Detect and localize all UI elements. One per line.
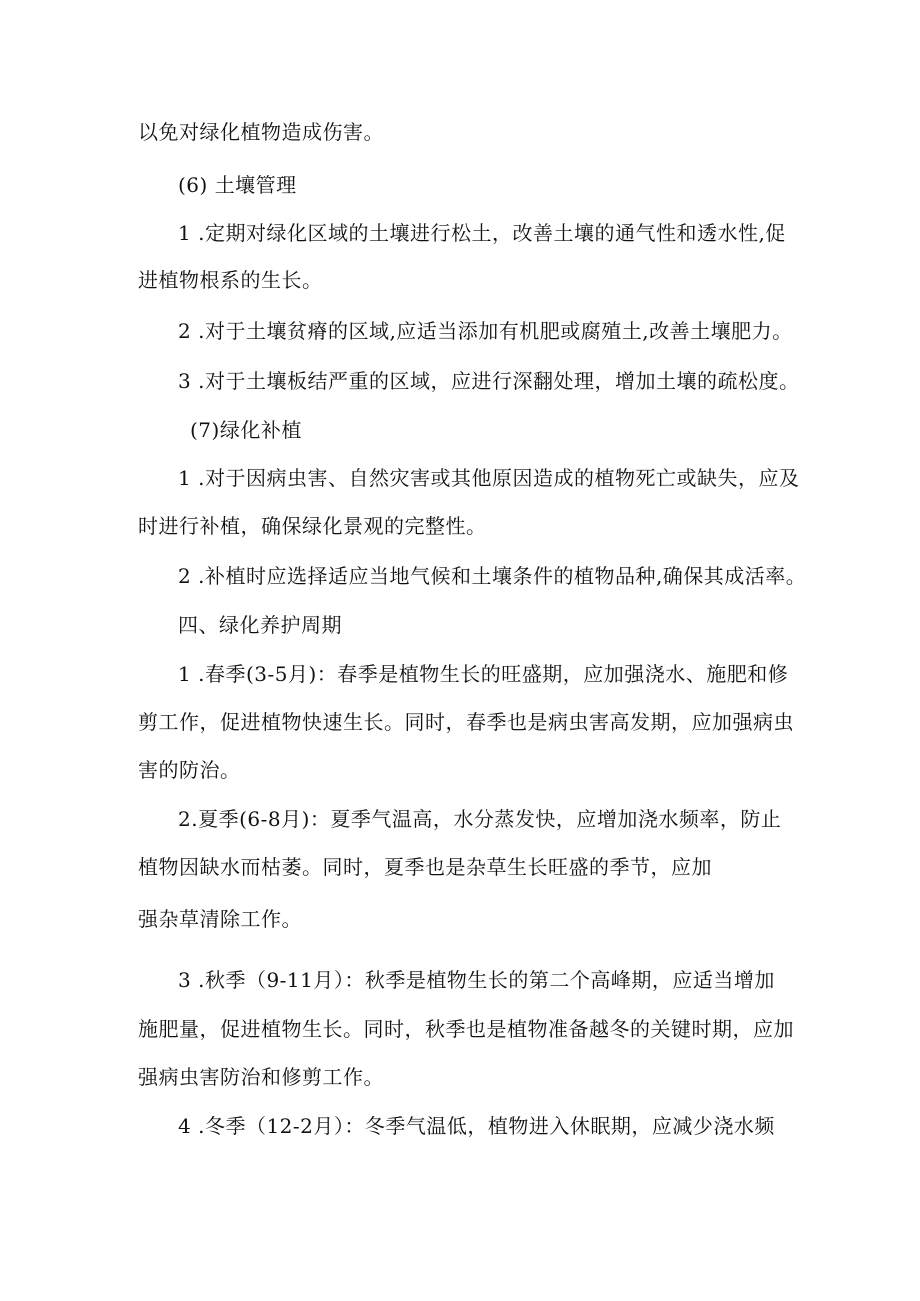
list-item: 1 .对于因病虫害、自然灾害或其他原因造成的植物死亡或缺失，应及	[178, 466, 800, 490]
text-line: 植物因缺水而枯萎。同时，夏季也是杂草生长旺盛的季节，应加	[138, 855, 712, 879]
list-item: 4 .冬季（12-2月）：冬季气温低，植物进入休眠期，应减少浇水频	[178, 1114, 775, 1138]
section-heading: (6) 土壤管理	[178, 173, 297, 197]
section-heading: 四、绿化养护周期	[178, 613, 342, 637]
text-line: 剪工作，促进植物快速生长。同时，春季也是病虫害高发期，应加强病虫	[138, 710, 794, 734]
section-heading: (7)绿化补植	[190, 418, 302, 442]
list-item: 2 .补植时应选择适应当地气候和土壤条件的植物品种,确保其成活率。	[178, 564, 807, 588]
text-line: 害的防治。	[138, 758, 241, 782]
text-line: 进植物根系的生长。	[138, 268, 323, 292]
list-item: 3 .秋季（9-11月）：秋季是植物生长的第二个高峰期，应适当增加	[178, 968, 775, 992]
text-line: 时进行补植，确保绿化景观的完整性。	[138, 514, 487, 538]
list-item: 1 .定期对绿化区域的土壤进行松土，改善土壤的通气性和透水性,促	[178, 221, 786, 245]
list-item: 1 .春季(3-5月)：春季是植物生长的旺盛期，应加强浇水、施肥和修	[178, 662, 789, 686]
text-line: 强病虫害防治和修剪工作。	[138, 1065, 384, 1089]
list-item: 2 .对于土壤贫瘠的区域,应适当添加有机肥或腐殖土,改善土壤肥力。	[178, 319, 793, 343]
text-line: 以免对绿化植物造成伤害。	[138, 120, 384, 144]
list-item: 3 .对于土壤板结严重的区域，应进行深翻处理，增加土壤的疏松度。	[178, 369, 800, 393]
text-line: 施肥量，促进植物生长。同时，秋季也是植物准备越冬的关键时期，应加	[138, 1017, 794, 1041]
list-item: 2.夏季(6-8月)：夏季气温高，水分蒸发快，应增加浇水频率，防止	[178, 807, 782, 831]
text-line: 强杂草清除工作。	[138, 907, 302, 931]
